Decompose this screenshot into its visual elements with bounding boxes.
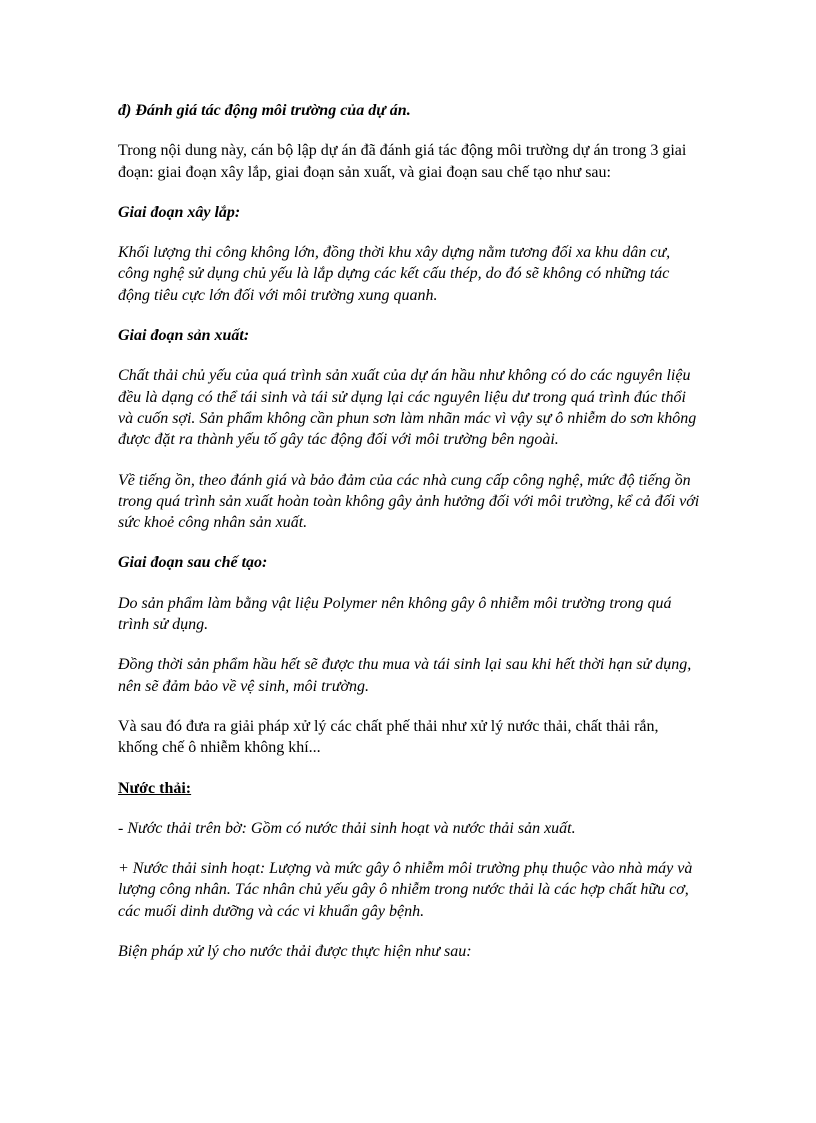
- construction-paragraph: Khối lượng thi công không lớn, đồng thời khu xây dựng nằm tương đối xa khu dân cư, công nghệ sử dụng chủ yếu là lắp dựng các kết cấu thép, do đó sẽ không có những tác động tiêu cực lớn đối với môi trường xung quanh.: [118, 244, 671, 304]
- document-page: [118, 100, 700, 962]
- wastewater-item-1: - Nước thải trên bờ: Gồm có nước thải sinh hoạt và nước thải sản xuất.: [118, 819, 576, 837]
- section-title: đ) Đánh giá tác động môi trường của dự án.: [118, 102, 411, 119]
- intro-paragraph: Trong nội dung này, cán bộ lập dự án đã đánh giá tác động môi trường dự án trong 3 giai đoạn: giai đoạn xây lắp, giai đoạn sản xuất, và giai đoạn sau chế tạo như sau:: [118, 142, 687, 181]
- post-production-paragraph-1: Do sản phẩm làm bằng vật liệu Polymer nên không gây ô nhiễm môi trường trong quá trình sử dụng.: [118, 594, 672, 634]
- wastewater-heading: Nước thải:: [118, 779, 192, 797]
- solutions-paragraph: Và sau đó đưa ra giải pháp xử lý các chất phế thải như xử lý nước thải, chất thải rắn, khống chế ô nhiễm không khí...: [118, 717, 659, 757]
- post-production-paragraph-2: Đồng thời sản phẩm hầu hết sẽ được thu mua và tái sinh lại sau khi hết thời hạn sử dụng, nên sẽ đảm bảo về vệ sinh, môi trường.: [118, 656, 692, 695]
- wastewater-item-2: + Nước thải sinh hoạt: Lượng và mức gây ô nhiễm môi trường phụ thuộc vào nhà máy và lượng công nhân. Tác nhân chủ yếu gây ô nhiễm trong nước thải là các hợp chất hữu cơ, các muối dinh dưỡng và các vi khuẩn gây bệnh.: [118, 860, 693, 920]
- construction-heading: Giai đoạn xây lắp:: [118, 203, 241, 221]
- wastewater-item-3: Biện pháp xử lý cho nước thải được thực hiện như sau:: [118, 943, 472, 961]
- production-paragraph-1: Chất thải chủ yếu của quá trình sản xuất của dự án hầu như không có do các nguyên liệu đều là dạng có thể tái sinh và tái sử dụng lại các nguyên liệu dư trong quá trình đúc thổi và cuốn sợi. Sản phẩm không cần phun sơn làm nhãn mác vì vậy sự ô nhiễm do sơn không được đặt ra thành yếu tố gây tác động đối với môi trường bên ngoài.: [118, 367, 697, 449]
- production-heading: Giai đoạn sản xuất:: [118, 327, 250, 345]
- post-production-heading: Giai đoạn sau chế tạo:: [118, 554, 268, 572]
- production-paragraph-2: Về tiếng ồn, theo đánh giá và bảo đảm của các nhà cung cấp công nghệ, mức độ tiếng ồn trong quá trình sản xuất hoàn toàn không gây ảnh hưởng đối với môi trường, kể cả đối với sức khoẻ công nhân sản xuất.: [118, 471, 700, 532]
